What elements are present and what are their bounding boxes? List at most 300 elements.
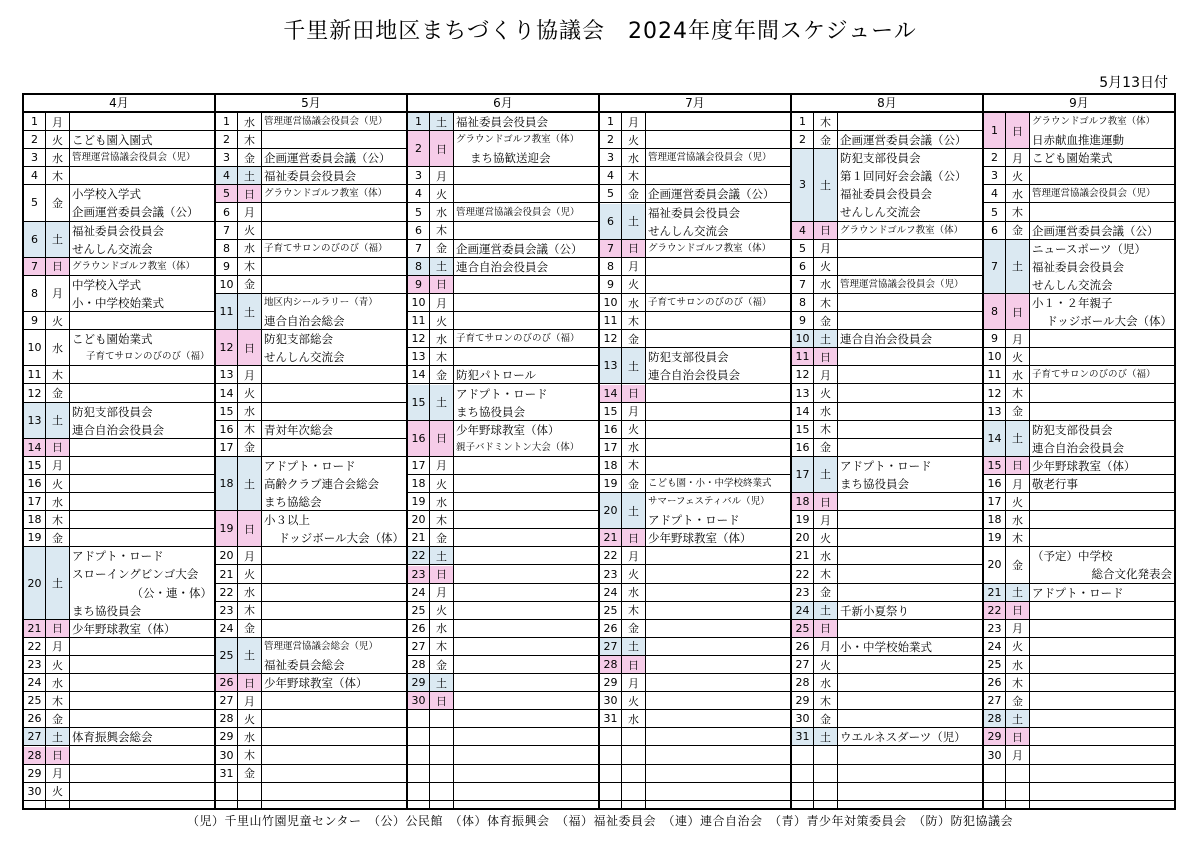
day-number: 2	[799, 133, 806, 147]
day-row	[600, 149, 790, 167]
day-number: 7	[600, 240, 621, 257]
day-row	[600, 674, 790, 692]
day-row	[984, 113, 1174, 149]
month-column	[982, 95, 1174, 808]
weekday: 土	[430, 258, 453, 275]
day-number: 14	[984, 421, 1005, 456]
day-row	[792, 403, 982, 421]
weekday: 金	[628, 187, 639, 201]
event-text: 管理運営協議会役員会（児）	[648, 152, 772, 164]
day-row	[24, 167, 214, 185]
event-text: 防犯支部役員会	[72, 404, 153, 419]
day-row	[984, 222, 1174, 240]
day-number: 1	[799, 115, 806, 129]
weekday: 日	[1006, 457, 1029, 474]
day-number: 18	[411, 477, 426, 491]
day-row	[408, 620, 598, 638]
day-row	[600, 312, 790, 330]
event-text: グラウンドゴルフ教室（体）	[456, 134, 580, 146]
weekday: 月	[628, 115, 639, 129]
day-row	[216, 692, 406, 710]
day-number: 19	[603, 477, 618, 491]
day-row	[600, 566, 790, 584]
weekday: 日	[814, 620, 837, 637]
weekday: 水	[628, 441, 639, 455]
day-row	[24, 403, 214, 439]
day-number: 23	[408, 566, 429, 583]
day-number: 1	[223, 115, 230, 129]
day-row	[600, 385, 790, 403]
day-row	[408, 584, 598, 602]
day-number: 25	[792, 620, 813, 637]
event-text: 管理運営協議会役員会（児）	[264, 116, 388, 127]
weekday: 火	[820, 387, 831, 401]
weekday: 日	[46, 439, 69, 456]
weekday: 金	[244, 151, 255, 165]
day-row	[600, 113, 790, 131]
day-row	[24, 222, 214, 258]
weekday: 火	[1012, 640, 1023, 654]
weekday: 日	[1006, 113, 1029, 148]
event-text: ニュースポーツ（児）	[1032, 241, 1146, 256]
day-row	[408, 204, 598, 222]
weekday: 水	[436, 622, 447, 636]
weekday: 火	[244, 568, 255, 582]
event-text: 千新小夏祭り	[840, 603, 909, 618]
day-row	[984, 240, 1174, 294]
day-number: 4	[991, 187, 998, 201]
event-text: 管理運営協議会役員会（児）	[456, 206, 580, 218]
weekday: 月	[244, 549, 255, 563]
event-text: 小学校入学式	[72, 187, 141, 202]
event-text: 総合文化発表会	[1091, 567, 1172, 582]
day-number: 6	[415, 223, 422, 237]
day-row	[24, 385, 214, 403]
event-text: 体育振興会総会	[72, 730, 153, 745]
day-number: 29	[27, 766, 42, 780]
event-text: 連合自治会役員会	[456, 259, 548, 274]
event-text: 高齢クラブ連合会総会	[264, 476, 379, 491]
weekday: 月	[436, 459, 447, 473]
day-number: 9	[991, 332, 998, 346]
day-number: 2	[31, 133, 38, 147]
day-row	[24, 475, 214, 493]
day-number: 28	[795, 676, 810, 690]
event-text: せんしん交流会	[72, 241, 153, 256]
day-row	[600, 131, 790, 149]
day-row	[792, 312, 982, 330]
day-row	[408, 602, 598, 620]
weekday: 土	[430, 113, 453, 130]
day-number: 27	[795, 658, 810, 672]
day-row	[408, 330, 598, 348]
day-row	[984, 149, 1174, 167]
day-row	[600, 475, 790, 493]
weekday: 金	[52, 387, 63, 401]
weekday: 火	[52, 314, 63, 328]
day-number: 24	[987, 639, 1002, 653]
day-number: 4	[31, 169, 38, 183]
event-text: 第１回同好会会議（公）	[840, 169, 967, 184]
event-text: 福祉委員会役員会	[264, 169, 356, 184]
weekday: 水	[820, 676, 831, 690]
event-text: 企画運営委員会議（公）	[648, 187, 775, 202]
weekday: 金	[244, 441, 255, 455]
day-number: 4	[792, 222, 813, 239]
event-text: アドプト・ロード	[840, 458, 932, 473]
day-number: 24	[411, 585, 426, 599]
day-row	[216, 113, 406, 131]
day-number: 30	[408, 692, 429, 709]
event-text: 地区内シールラリー（青）	[264, 297, 378, 308]
weekday: 土	[622, 638, 645, 655]
weekday: 火	[52, 785, 63, 799]
weekday: 金	[1012, 224, 1023, 238]
weekday: 月	[820, 242, 831, 256]
weekday: 火	[628, 568, 639, 582]
weekday: 水	[52, 495, 63, 509]
weekday: 金	[1012, 694, 1023, 708]
day-number: 7	[415, 241, 422, 255]
event-text: まち協役員会	[72, 603, 141, 618]
day-number: 4	[607, 169, 614, 183]
day-number: 8	[223, 241, 230, 255]
day-number: 23	[27, 658, 42, 672]
weekday: 日	[430, 131, 453, 166]
day-row	[408, 366, 598, 384]
day-number: 21	[411, 531, 426, 545]
weekday: 日	[622, 240, 645, 257]
weekday: 木	[436, 350, 447, 364]
event-text: 小１・２年親子	[1032, 296, 1113, 310]
event-text: アドプト・ロード	[648, 513, 740, 528]
empty-row	[600, 747, 790, 765]
event-text: 子育てサロンのびのび（福）	[456, 333, 580, 345]
weekday: 日	[622, 656, 645, 673]
day-row	[984, 728, 1174, 746]
day-row	[408, 348, 598, 366]
event-text: 福祉委員会役員会	[1032, 259, 1124, 274]
day-row	[600, 185, 790, 203]
day-row	[216, 457, 406, 511]
weekday: 月	[820, 368, 831, 382]
day-row	[792, 674, 982, 692]
day-number: 9	[408, 276, 429, 293]
weekday: 火	[1012, 495, 1023, 509]
empty-row	[408, 710, 598, 728]
day-number: 7	[799, 277, 806, 291]
weekday: 水	[52, 676, 63, 690]
day-row	[216, 439, 406, 457]
weekday: 金	[820, 586, 831, 600]
day-row	[216, 620, 406, 638]
weekday: 火	[436, 187, 447, 201]
day-number: 3	[415, 169, 422, 183]
weekday: 木	[820, 296, 831, 310]
day-number: 30	[987, 748, 1002, 762]
day-row	[216, 421, 406, 439]
day-number: 10	[219, 277, 234, 291]
day-number: 15	[408, 385, 429, 420]
day-number: 11	[216, 294, 237, 329]
day-row	[792, 493, 982, 511]
event-text: 連合自治会総会	[264, 314, 345, 329]
day-number: 2	[223, 133, 230, 147]
weekday: 水	[1012, 658, 1023, 672]
day-number: 14	[24, 439, 45, 456]
day-number: 2	[607, 133, 614, 147]
weekday: 月	[628, 549, 639, 563]
day-row	[984, 185, 1174, 203]
weekday: 火	[244, 712, 255, 726]
day-row	[792, 149, 982, 221]
event-text: せんしん交流会	[264, 350, 345, 365]
event-text: 企画運営委員会議（公）	[456, 241, 583, 256]
day-row	[216, 403, 406, 421]
weekday: 土	[1006, 710, 1029, 727]
day-number: 26	[27, 712, 42, 726]
weekday: 金	[436, 531, 447, 545]
weekday: 火	[244, 387, 255, 401]
day-number: 5	[799, 241, 806, 255]
weekday: 火	[52, 477, 63, 491]
day-row	[984, 348, 1174, 366]
event-text: （予定）中学校	[1032, 549, 1113, 564]
weekday: 火	[52, 658, 63, 672]
weekday: 月	[436, 296, 447, 310]
weekday: 土	[1006, 240, 1029, 293]
day-number: 8	[799, 296, 806, 310]
empty-row	[984, 765, 1174, 783]
event-text: せんしん交流会	[1032, 277, 1113, 292]
event-text: 企画運営委員会議（公）	[264, 151, 391, 166]
day-row	[792, 366, 982, 384]
day-row	[984, 294, 1174, 330]
day-number: 26	[795, 639, 810, 653]
day-number: 23	[603, 567, 618, 581]
weekday: 水	[1012, 368, 1023, 382]
day-number: 21	[984, 584, 1005, 601]
day-number: 30	[27, 784, 42, 798]
month-body	[984, 113, 1174, 808]
event-text: せんしん交流会	[840, 205, 921, 220]
day-row	[792, 638, 982, 656]
day-row	[216, 204, 406, 222]
weekday: 土	[46, 222, 69, 257]
day-number: 22	[219, 585, 234, 599]
day-row	[984, 602, 1174, 620]
weekday: 土	[1006, 584, 1029, 601]
weekday: 木	[244, 260, 255, 274]
event-text: こども園始業式	[1032, 151, 1113, 166]
event-text: こども園始業式	[72, 332, 153, 347]
day-row	[600, 620, 790, 638]
weekday: 土	[622, 204, 645, 239]
day-number: 25	[603, 603, 618, 617]
legend: （児）千里山竹園児童センター （公）公民館 （体）体育振興会 （福）福祉委員会 （連）連合自治会 （青）青少年対策委員会 （防）防犯協議会	[186, 814, 1014, 828]
weekday: 木	[1012, 206, 1023, 220]
weekday: 水	[244, 586, 255, 600]
weekday: 日	[430, 692, 453, 709]
weekday: 日	[622, 385, 645, 402]
weekday: 木	[52, 694, 63, 708]
day-number: 14	[411, 368, 426, 382]
day-row	[600, 710, 790, 728]
day-number: 11	[411, 314, 426, 328]
day-number: 25	[27, 694, 42, 708]
day-row	[408, 421, 598, 457]
day-row	[216, 258, 406, 276]
day-number: 7	[24, 258, 45, 275]
day-number: 3	[31, 151, 38, 165]
weekday: 水	[820, 405, 831, 419]
event-text: ドッジボール大会（体）	[278, 531, 404, 546]
day-row	[408, 294, 598, 312]
weekday: 木	[820, 423, 831, 437]
weekday: 木	[244, 604, 255, 618]
weekday: 月	[628, 405, 639, 419]
day-row	[792, 240, 982, 258]
month-column	[790, 95, 982, 808]
day-row	[24, 258, 214, 276]
weekday: 土	[46, 403, 69, 438]
weekday: 日	[238, 511, 261, 546]
weekday: 日	[238, 185, 261, 202]
weekday: 月	[1012, 749, 1023, 763]
event-text: 福祉委員会役員会	[72, 223, 164, 238]
weekday: 水	[244, 405, 255, 419]
event-text: 子育てサロンのびのび（福）	[648, 297, 772, 308]
month-body	[216, 113, 406, 808]
event-text: 連合自治会役員会	[840, 332, 932, 347]
weekday: 土	[238, 294, 261, 329]
day-number: 5	[216, 185, 237, 202]
day-number: 28	[984, 710, 1005, 727]
day-number: 26	[216, 674, 237, 691]
day-row	[216, 294, 406, 330]
weekday: 水	[52, 341, 63, 355]
weekday: 水	[244, 115, 255, 129]
weekday: 日	[1006, 602, 1029, 619]
day-row	[792, 529, 982, 547]
weekday: 土	[430, 674, 453, 691]
day-row	[984, 493, 1174, 511]
day-row	[24, 547, 214, 619]
weekday: 金	[820, 441, 831, 455]
day-number: 9	[607, 277, 614, 291]
day-row	[984, 475, 1174, 493]
event-text: 管理運営協議会役員会（児）	[72, 152, 196, 164]
weekday: 月	[244, 694, 255, 708]
day-number: 20	[600, 493, 621, 528]
day-number: 18	[27, 513, 42, 527]
day-row	[792, 602, 982, 620]
day-row	[600, 240, 790, 258]
day-number: 3	[607, 151, 614, 165]
day-row	[24, 674, 214, 692]
day-number: 17	[27, 495, 42, 509]
weekday: 日	[622, 529, 645, 546]
day-number: 19	[411, 495, 426, 509]
event-text: グラウンドゴルフ教室（体）	[840, 224, 964, 236]
month-header: 8月	[792, 95, 982, 113]
weekday: 火	[436, 604, 447, 618]
day-number: 27	[411, 639, 426, 653]
day-number: 13	[411, 350, 426, 364]
event-text: 中学校入学式	[72, 277, 141, 292]
day-row	[600, 403, 790, 421]
weekday: 月	[52, 767, 63, 781]
day-row	[216, 240, 406, 258]
month-body	[600, 113, 790, 808]
empty-row	[408, 728, 598, 746]
month-column	[214, 95, 406, 808]
day-row	[600, 204, 790, 240]
day-number: 6	[24, 222, 45, 257]
event-text: 企画運営委員会議（公）	[1032, 223, 1159, 238]
weekday: 金	[52, 196, 63, 210]
day-row	[24, 312, 214, 330]
day-row	[600, 656, 790, 674]
event-text: まち協役員会	[456, 404, 525, 419]
day-number: 12	[795, 368, 810, 382]
event-text: 日赤献血推進運動	[1032, 133, 1124, 148]
weekday: 金	[820, 712, 831, 726]
day-row	[792, 547, 982, 565]
empty-row	[984, 783, 1174, 801]
event-text: 子育てサロンのびのび（福）	[264, 242, 388, 254]
empty-row	[408, 765, 598, 783]
day-number: 4	[415, 187, 422, 201]
day-row	[600, 294, 790, 312]
event-text: こども園・小・中学校終業式	[648, 478, 772, 489]
event-text: せんしん交流会	[648, 223, 729, 238]
day-row	[24, 493, 214, 511]
weekday: 月	[628, 676, 639, 690]
day-row	[408, 185, 598, 203]
event-text: 少年野球教室（体）	[1032, 458, 1136, 473]
day-number: 17	[219, 440, 234, 454]
day-number: 15	[603, 404, 618, 418]
day-row	[216, 747, 406, 765]
weekday: 木	[628, 314, 639, 328]
day-row	[984, 529, 1174, 547]
month-body	[24, 113, 214, 808]
day-row	[216, 222, 406, 240]
month-body	[792, 113, 982, 808]
empty-row	[408, 783, 598, 801]
day-row	[408, 475, 598, 493]
day-number: 5	[991, 205, 998, 219]
day-row	[408, 566, 598, 584]
day-number: 28	[219, 712, 234, 726]
day-row	[600, 602, 790, 620]
event-text: 少年野球教室（体）	[264, 676, 368, 691]
day-row	[600, 692, 790, 710]
day-number: 19	[27, 531, 42, 545]
day-number: 10	[411, 296, 426, 310]
day-number: 16	[408, 421, 429, 456]
day-row	[984, 385, 1174, 403]
event-text: グラウンドゴルフ教室（体）	[1032, 116, 1156, 127]
day-row	[600, 330, 790, 348]
day-number: 8	[607, 259, 614, 273]
month-header: 7月	[600, 95, 790, 113]
day-number: 17	[603, 440, 618, 454]
day-row	[408, 240, 598, 258]
day-number: 13	[795, 386, 810, 400]
weekday: 土	[46, 547, 69, 618]
